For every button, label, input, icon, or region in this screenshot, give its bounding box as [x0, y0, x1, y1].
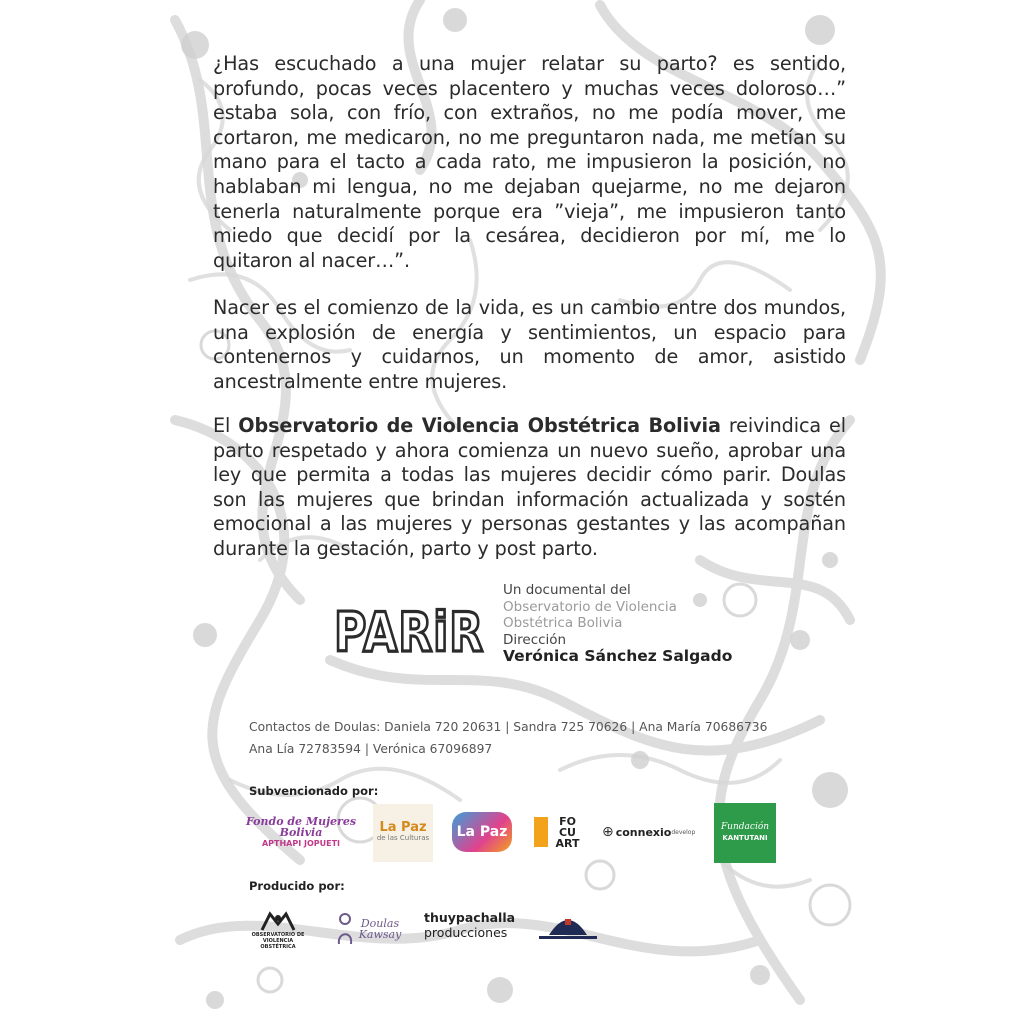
director-name: Verónica Sánchez Salgado [503, 647, 733, 665]
doula-contacts [249, 716, 809, 760]
focuart-bulb-icon [534, 817, 548, 847]
contacts-line-1: Contactos de Doulas: Daniela 720 20631 | Sandra 725 70626 | Ana María 70686736 [249, 720, 768, 734]
parir-logo [330, 593, 490, 665]
lapaz1-line-1: La Paz [379, 820, 427, 835]
observatorio-logo [248, 904, 308, 956]
birth-paragraph: Nacer es el comienzo de la vida, es un cambio entre dos mundos, una explosión de energía y sentimientos, un espacio para contenernos y cuidarnos, un momento de amor, asistido ancestralmente entre mujeres. [213, 296, 846, 393]
credit-line-3: Obstétrica Bolivia [503, 615, 623, 631]
doulas-line-2: Kawsay [358, 928, 402, 941]
connexio-sup: develop [671, 828, 696, 836]
focuart-text: FO CU ART [555, 814, 580, 850]
doulas-kawsay-logo [330, 906, 406, 952]
focuart-logo [530, 804, 588, 860]
observatorio-name: Observatorio de Violencia Obstétrica Bolivia [238, 414, 721, 437]
thuy-sub: producciones [424, 925, 508, 940]
lapaz2-text: La Paz [452, 812, 512, 852]
fondo-line-3: APTHAPI JOPUETI [261, 838, 341, 848]
doulas-figure-icon [335, 912, 355, 946]
lapaz1-line-2: de las Culturas [376, 834, 430, 842]
contacts-line-2: Ana Lía 72783594 | Verónica 67096897 [249, 742, 493, 756]
p3-rest: reivindica el parto respetado y ahora comienza un nuevo sueño, aprobar una ley que permita a todas las mujeres decidir cómo parir. Doulas son las mujeres que brindan información actualizada y sostén emocional a las mujeres y personas gestantes y las acompañan durante la gestación, parto y post parto. [213, 414, 846, 560]
lapaz-culturas-logo [373, 804, 433, 862]
sponsors-label: Subvencionado por: [249, 784, 379, 798]
credit-line-4: Dirección [503, 631, 567, 648]
lapaz-logo [448, 806, 516, 858]
kantutani-line-2: KANTUTANI [722, 834, 768, 842]
fondo-line-1: Fondo de Mujeres [245, 814, 357, 828]
connexio-text: connexio [615, 825, 672, 839]
kantutani-line-1: Fundación [720, 822, 770, 832]
producers-label: Producido por: [249, 879, 345, 893]
partner-dome-logo [535, 905, 601, 945]
doulas-line-1: Doulas [360, 917, 400, 930]
observatorio-logo-text: OBSERVATORIO DE VIOLENCIA OBSTÉTRICA [251, 932, 305, 950]
fondo-mujeres-logo [244, 808, 358, 856]
credit-line-1: Un documental del [503, 582, 631, 598]
observatorio-paragraph [213, 414, 846, 562]
parir-logo-text: PARiR [334, 601, 484, 664]
observatorio-emblem-icon [260, 910, 296, 932]
kantutani-logo [714, 803, 776, 863]
intro-paragraph: ¿Has escuchado a una mujer relatar su parto? es sentido, profundo, pocas veces placentero y muchas veces doloroso…” estaba sola, con frío, con extraños, no me podía mover, me cortaron, me medicaron, no me preguntaron nada, me metían su mano para el tacto a cada rato, me impusieron la posición, no hablaban mi lengua, no me dejaban quejarme, no me dejaron tenerla naturalmente porque era ”vieja”, me impusieron tanto miedo que decidí por la cesárea, decidieron por mí, me lo quitaron al nacer…”. [213, 52, 846, 272]
credit-line-2: Observatorio de Violencia [503, 598, 677, 615]
p3-prefix: El [213, 414, 231, 437]
connexio-icon: ⊕ [602, 823, 614, 840]
connexio-logo [602, 818, 704, 846]
documentary-credit [503, 582, 732, 665]
thuypachalla-logo [424, 910, 515, 940]
fondo-line-2: Bolivia [279, 825, 323, 839]
thuy-bold: thuypachalla [424, 910, 516, 925]
